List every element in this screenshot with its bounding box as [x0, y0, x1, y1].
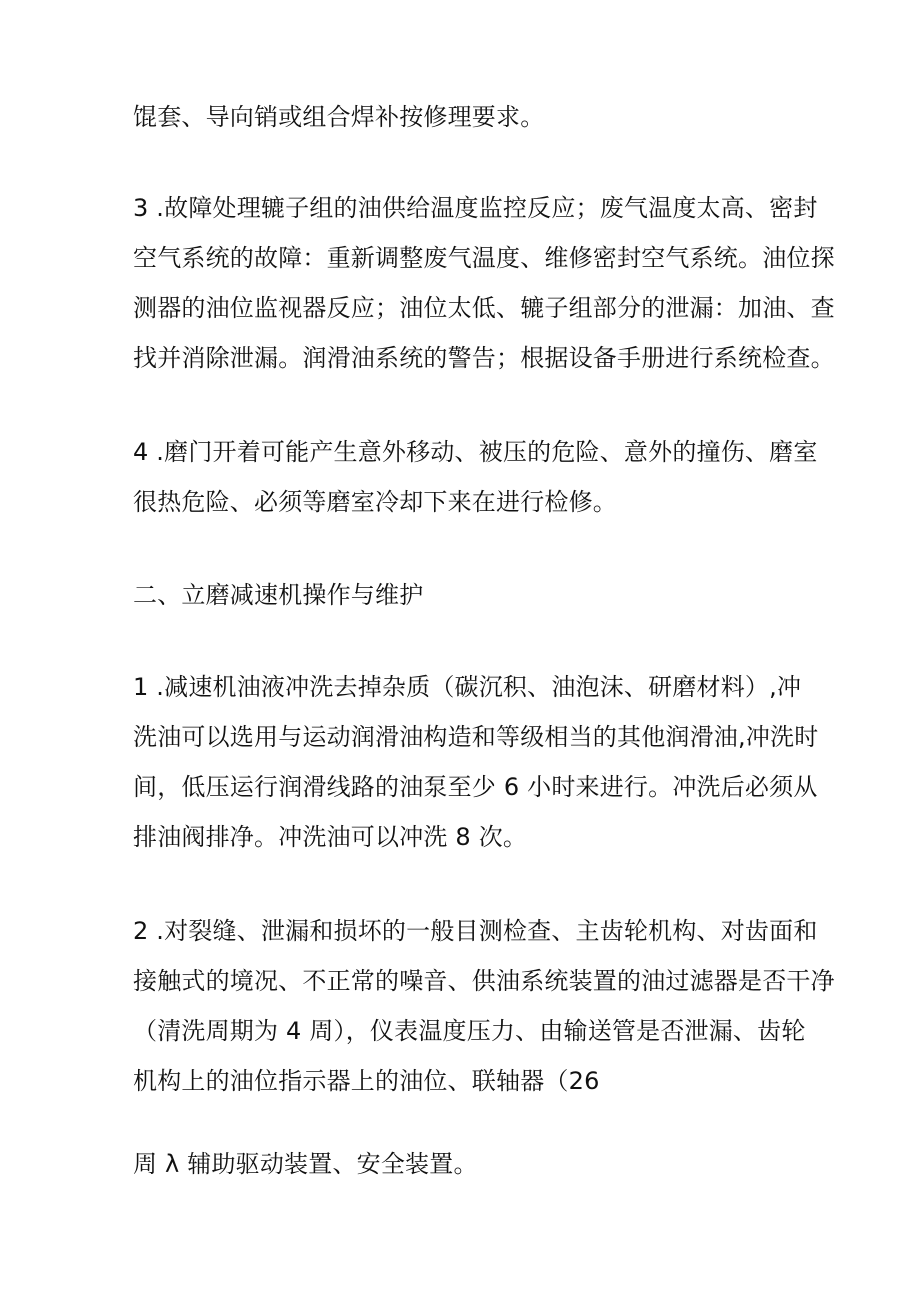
text-line: 很热危险、必须等磨室冷却下来在进行检修。 — [133, 488, 617, 516]
text-line: 找并消除泄漏。润滑油系统的警告；根据设备手册进行系统检查。 — [133, 344, 835, 372]
text-line: 接触式的境况、不正常的噪音、供油系统装置的油过滤器是否干净 — [133, 967, 835, 995]
text-line: 洗油可以选用与运动润滑油构造和等级相当的其他润滑油,冲洗时 — [133, 723, 819, 751]
text-line: 2 .对裂缝、泄漏和损坏的一般目测检查、主齿轮机构、对齿面和 — [133, 917, 818, 945]
text-line: 空气系统的故障：重新调整废气温度、维修密封空气系统。油位探 — [133, 244, 835, 272]
text-line: 馄套、导向销或组合焊补按修理要求。 — [133, 103, 545, 131]
text-line: 间，低压运行润滑线路的油泵至少 6 小时来进行。冲洗后必须从 — [133, 773, 818, 801]
text-line: 排油阀排净。冲洗油可以冲洗 8 次。 — [133, 823, 528, 851]
text-line: 3 .故障处理辘子组的油供给温度监控反应；废气温度太高、密封 — [133, 194, 818, 222]
text-line: 机构上的油位指示器上的油位、联轴器（26 — [133, 1067, 600, 1095]
text-line: 4 .磨门开着可能产生意外移动、被压的危险、意外的撞伤、磨室 — [133, 438, 818, 466]
section-heading: 二、立磨减速机操作与维护 — [133, 581, 424, 609]
text-line: 测器的油位监视器反应；油位太低、辘子组部分的泄漏：加油、查 — [133, 294, 835, 322]
text-line: 1 .减速机油液冲洗去掉杂质（碳沉积、油泡沫、研磨材料）,冲 — [133, 673, 802, 701]
text-line: 周 λ 辅助驱动装置、安全装置。 — [133, 1150, 478, 1178]
text-line: （清洗周期为 4 周），仪表温度压力、由输送管是否泄漏、齿轮 — [133, 1017, 806, 1045]
